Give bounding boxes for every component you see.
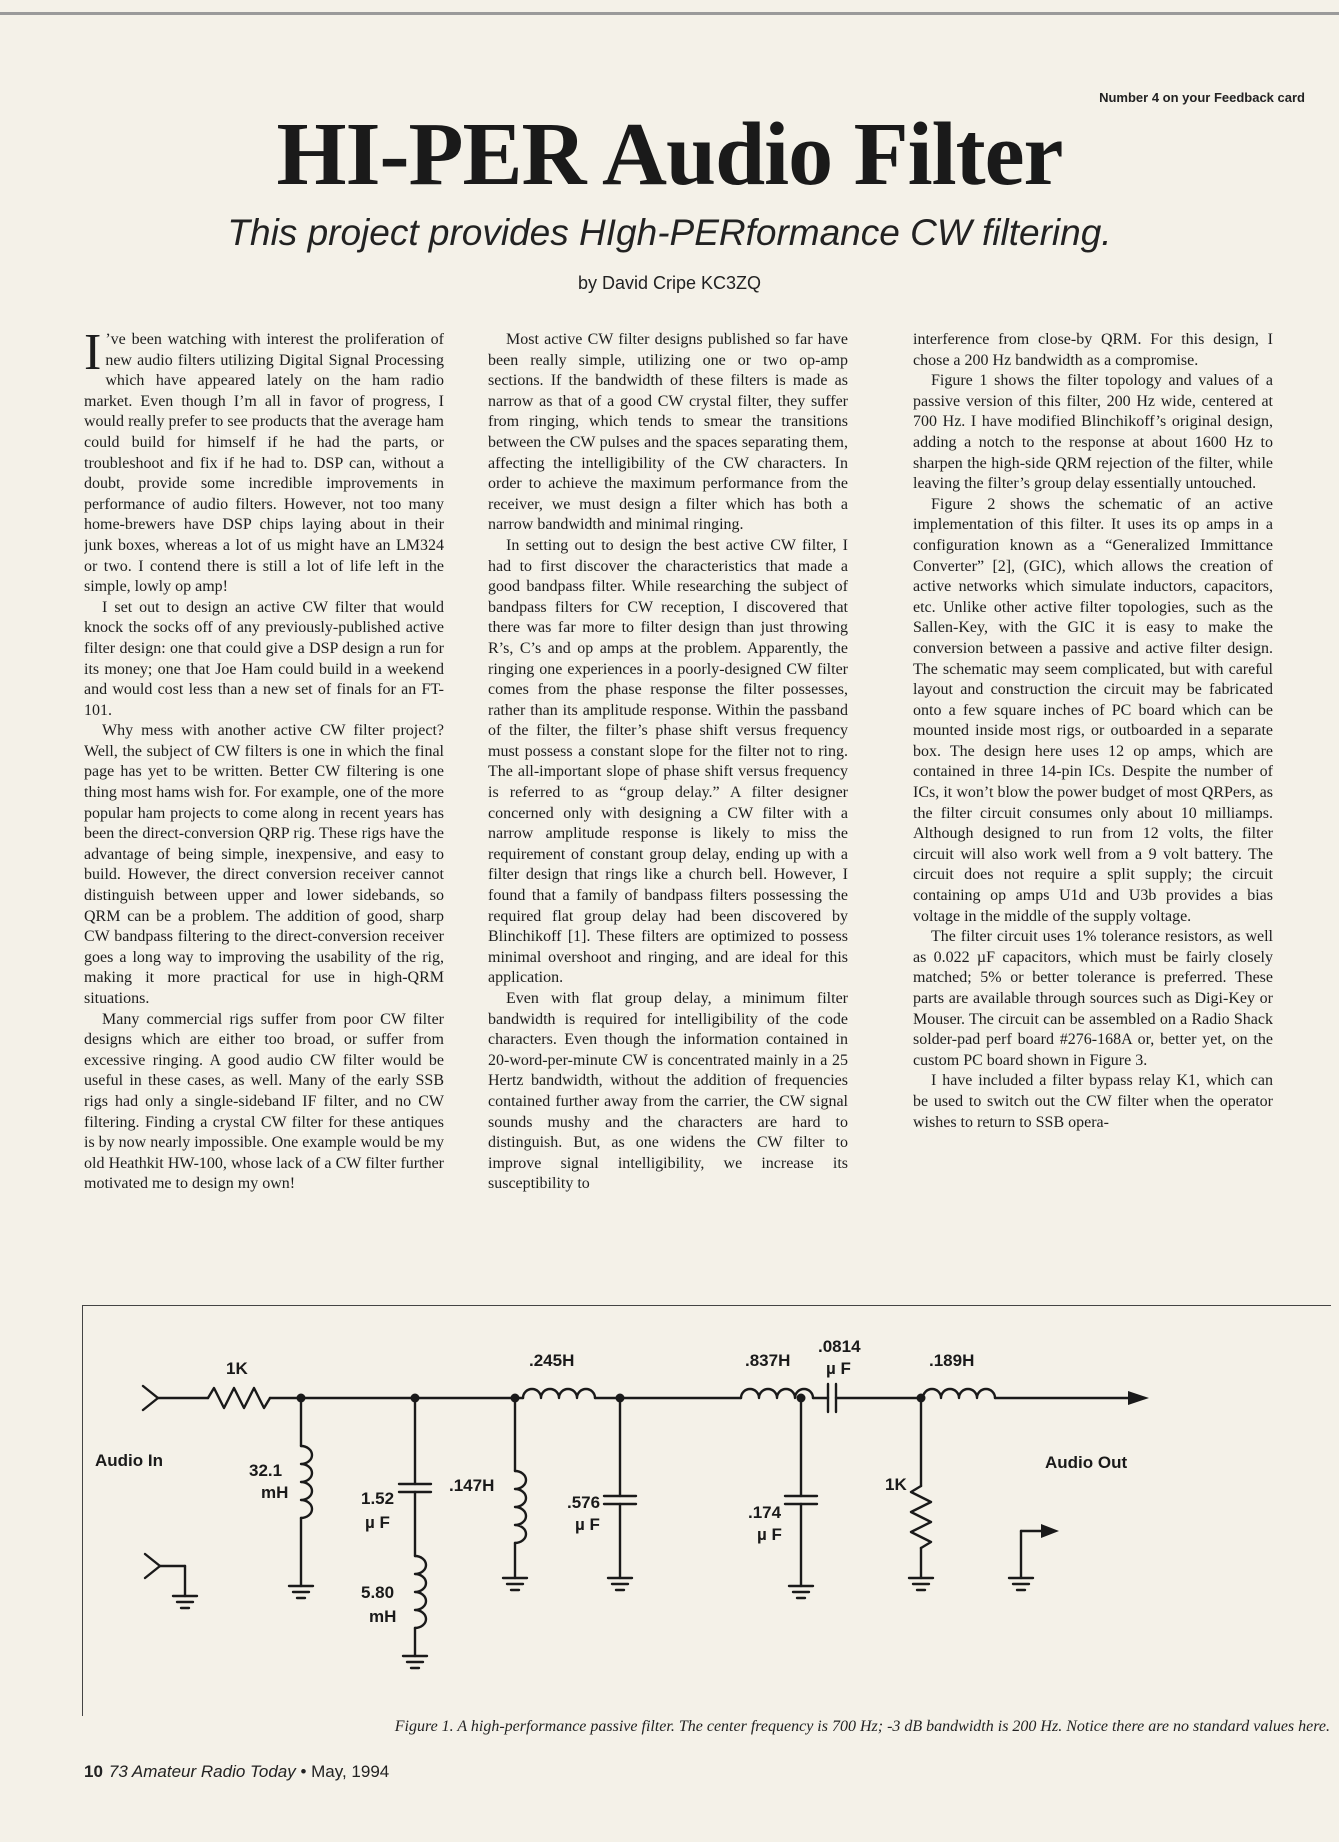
label-ind-580: 5.80 — [361, 1583, 395, 1602]
output-ground-arrow-icon — [1041, 1524, 1059, 1538]
resistor-1k-in — [208, 1388, 270, 1408]
paragraph: Even with flat group delay, a minimum filter bandwidth is required for intelligibility of the code characters. Even though the information contained in 20-word-per-minute CW is concentrated mainly in a 25 Hertz bandwidth, without the addition of frequencies contained further away from the carrier, the CW signal sounds mushy and the characters are hard to distinguish. But, as one widens the CW filter to improve signal intelligibility, we increase its susceptibility to — [488, 990, 848, 1193]
inductor-147h — [515, 1471, 526, 1543]
byline: by David Cripe KC3ZQ — [577, 273, 762, 293]
paragraph: Figure 1 shows the filter topology and values of a passive version of this filter, 200 Hz wide, centered at 700 Hz. I have modified Blinchikoff’s original design, adding a notch to the response at about 1600 Hz to sharpen the high-side QRM rejection of the filter, while leaving the filter’s group delay essentially untouched. — [913, 372, 1273, 493]
label-c-series: .0814 — [818, 1337, 861, 1356]
inductor-245h — [523, 1389, 595, 1398]
inductor-580mh — [415, 1556, 426, 1628]
column-3 — [913, 330, 1273, 1300]
page-footer — [84, 1762, 389, 1782]
paragraph: I set out to design an active CW filter that would knock the socks off of any previously-published active filter design: one that could give a DSP design a run for its money; one that Joe Ham could build in a weekend and would cost less than a new set of finals for an FT-101. — [84, 598, 444, 719]
top-rule — [0, 12, 1339, 15]
inductor-189h — [923, 1389, 995, 1398]
paragraph: Why mess with another active CW filter project? Well, the subject of CW filters is one in which the final page has yet to be written. Better CW filtering is one thing most hams wish for. For example, one of the more popular ham projects to come along in recent years has been the direct-conversion QRP rig. These rigs have the advantage of being simple, inexpensive, and easy to build. However, the direct conversion receiver cannot distinguish between upper and lower sidebands, so QRM can be a problem. The addition of good, sharp CW bandpass filtering to the direct-conversion receiver goes a long way to improving the usability of the rig, making it more practical for use in high-QRM situations. — [84, 722, 444, 1007]
label-c-series-unit: µ F — [826, 1359, 851, 1378]
label-ind-580-unit: mH — [369, 1607, 397, 1626]
column-2 — [488, 330, 848, 1300]
junction-dot — [917, 1394, 926, 1403]
column-1 — [84, 330, 444, 1300]
junction-dot — [797, 1394, 806, 1403]
resistor-1k-out — [911, 1486, 931, 1548]
paragraph: Most active CW filter designs published so far have been really simple, utilizing one or two op-amp sections. If the bandwidth of these filters is made as narrow as that of a good CW crystal filter, they suffer from ringing, which tends to smear the transitions between the CW pulses and the spaces separating them, affecting the intelligibility of the CW characters. In order to achieve the maximum performance from the receiver, we must design a filter which has both a narrow bandwidth and minimal ringing. — [488, 331, 848, 534]
paragraph: I ’ve been watching with interest the proliferation of new audio filters utilizing Digital Signal Processing which have appeared lately on the ham radio market. Even though I’m all in favor of progress, I would really prefer to see products that the average ham could build for himself if he had the parts, or troubleshoot and fix if he had to. DSP can, without a doubt, provide some incredible improvements in performance of audio filters. However, not too many home-brewers have DSP chips laying about in their junk boxes, whereas a lot of us might have an LM324 or two. I contend there is still a lot of life left in the simple, lowly op amp! — [84, 330, 444, 596]
junction-dot — [511, 1394, 520, 1403]
label-cap-174-unit: µ F — [757, 1525, 782, 1544]
figure-1-schematic — [82, 1305, 1331, 1716]
paragraph: The filter circuit uses 1% tolerance resistors, as well as 0.022 µF capacitors, which must be fairly closely matched; 5% or better tolerance is preferred. These parts are available through sources such as Digi-Key or Mouser. The circuit can be assembled on a Radio Shack solder-pad perf board #276-168A or, better yet, on the custom PC board shown in Figure 3. — [913, 928, 1273, 1069]
magazine-name: 73 Amateur Radio Today — [108, 1762, 296, 1781]
inductor-321mh — [301, 1446, 312, 1518]
label-ind-321-unit: mH — [261, 1483, 289, 1502]
junction-dot — [616, 1394, 625, 1403]
label-audio-in: Audio In — [95, 1451, 163, 1470]
label-audio-out: Audio Out — [1045, 1453, 1128, 1472]
junction-dot — [411, 1394, 420, 1403]
label-ind-147: .147H — [449, 1476, 495, 1495]
page-number: 10 — [84, 1762, 103, 1781]
junction-dot — [297, 1394, 306, 1403]
label-ind-321: 32.1 — [249, 1461, 283, 1480]
label-r-in: 1K — [226, 1359, 248, 1378]
paragraph: Figure 2 shows the schematic of an active implementation of this filter. It uses its op amps in a configuration known as a “Generalized Immittance Converter” [2], (GIC), which allows the creation of active networks which simulate inductors, capacitors, etc. Unlike other active filter topologies, such as the Sallen-Key, with the GIC it is easy to make the conversion between a passive and active filter design. The schematic may seem complicated, but with careful layout and construction the circuit may be fabricated onto a few square inches of PC board which can be mounted inside most rigs, or outboarded in a separate box. The design here uses 12 op amps, which are contained in three 14-pin ICs. Despite the number of ICs, it won’t blow the power budget of most QRPers, as the filter circuit consumes only about 10 milliamps. Although designed to run from 12 volts, the filter circuit will also work well from a 9 volt battery. The circuit does not require a split supply; the circuit containing op amps U1d and U3b provides a bias voltage in the middle of the supply voltage. — [913, 495, 1273, 925]
ground-symbols — [173, 1578, 1033, 1668]
paragraph: In setting out to design the best active CW filter, I had to first discover the characteristics that made a good bandpass filter. While researching the subject of bandpass filters for CW reception, I discovered that there was far more to filter design than just throwing R’s, C’s and op amps at the problem. Apparently, the ringing one experiences in a poorly-designed CW filter comes from the phase response the filter possesses, rather than its amplitude response. Within the passband of the filter, the filter’s phase shift versus frequency must possess a constant slope for the filter not to ring. The all-important slope of phase shift versus frequency is referred to as “group delay.” A filter designer concerned only with designing a CW filter with a narrow amplitude response is likely to miss the requirement of constant group delay, ending up with a filter design that rings like a church bell. However, I found that a family of bandpass filters possessing the required flat group delay had been discovered by Blinchikoff [1]. These filters are optimized to possess minimal overshoot and ringing, and are ideal for this application. — [488, 536, 848, 987]
label-cap-174: .174 — [748, 1503, 782, 1522]
label-r-out: 1K — [885, 1475, 907, 1494]
paragraph: interference from close-by QRM. For this design, I chose a 200 Hz bandwidth as a compromise. — [913, 331, 1273, 369]
label-l3: .189H — [929, 1351, 975, 1370]
paragraph: I have included a filter bypass relay K1, which can be used to switch out the CW filter when the operator wishes to return to SSB opera- — [913, 1072, 1273, 1131]
article-title: HI-PER Audio Filter — [276, 105, 1063, 204]
input-arrow-icon — [143, 1386, 158, 1410]
label-cap-576-unit: µ F — [575, 1515, 600, 1534]
label-cap-152: 1.52 — [361, 1489, 395, 1508]
label-l2: .837H — [745, 1351, 791, 1370]
article-subtitle: This project provides HIgh-PERformance CW filtering. — [227, 212, 1112, 253]
issue-date: • May, 1994 — [295, 1762, 390, 1781]
input-ground-arrow-icon — [145, 1554, 160, 1578]
paragraph: Many commercial rigs suffer from poor CW filter designs which are either too broad, or suffer from excessive ringing. A good audio CW filter would be useful in these cases, as well. Many of the early SSB rigs had only a single-sideband IF filter, and no CW filtering. Finding a crystal CW filter for these antiques is by now nearly impossible. One example would be my old Heathkit HW-100, whose lack of a CW filter further motivated me to design my own! — [84, 1010, 444, 1193]
drop-cap: I — [84, 330, 102, 381]
feedback-note: Number 4 on your Feedback card — [1099, 90, 1305, 105]
label-cap-576: .576 — [567, 1493, 601, 1512]
output-arrow-icon — [1128, 1391, 1149, 1405]
label-l1: .245H — [529, 1351, 575, 1370]
figure-caption: Figure 1. A high-performance passive filter. The center frequency is 700 Hz; -3 dB bandwidth is 200 Hz. Notice there are no standard values here. — [394, 1718, 1330, 1735]
label-cap-152-unit: µ F — [365, 1513, 390, 1532]
filter-schematic — [83, 1306, 1331, 1716]
